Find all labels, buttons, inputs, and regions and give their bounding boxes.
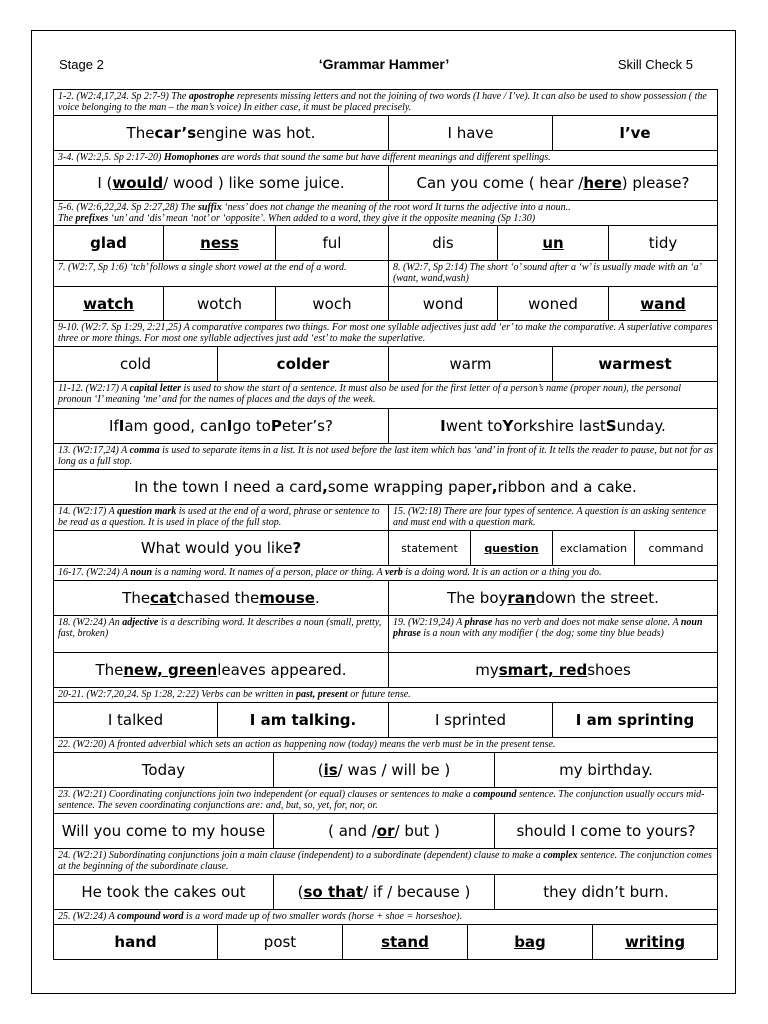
sentence-18: The new, green leaves appeared. [54,653,389,687]
answer-row-23 [54,814,718,849]
word-ful: ful [276,226,389,260]
document-title: ‘Grammar Hammer’ [318,56,450,72]
note-row-5-6 [54,201,718,226]
answer-row-16-17 [54,581,718,616]
sentence-19: my smart, red shoes [389,653,718,687]
word-stand: stand [343,925,468,959]
note-18: 18. (W2:24) An adjective is a describing word. It describes a noun (small, pretty, fast, broken) [54,616,389,652]
note-row-7-8 [54,261,718,287]
note-16-17: 16-17. (W2:24) A noun is a naming word. It names of a person, place or thing. A verb is a doing word. It is an action or a thing you do. [54,566,718,580]
word-post: post [218,925,343,959]
note-row-14-15 [54,505,718,531]
note-row-1-2 [54,90,718,116]
answer-row-22 [54,753,718,788]
word-wand: wand [609,287,718,320]
answer-row-24 [54,875,718,910]
note-row-18-19 [54,616,718,653]
note-25: 25. (W2:24) A compound word is a word made up of two smaller words (horse + shoe = horseshoe). [54,910,718,924]
note-row-24 [54,849,718,875]
word-colder: colder [218,347,389,381]
stage-label: Stage 2 [59,57,104,72]
note-row-11-12 [54,382,718,409]
word-cold: cold [54,347,218,381]
note-19: 19. (W2:19,24) A phrase has no verb and does not make sense alone. A noun phrase is a noun with any modifier ( the dog; some tiny blue beads) [389,616,718,652]
word-woned: woned [498,287,609,320]
answer-row-1-2 [54,116,718,151]
word-wond: wond [389,287,498,320]
word-dis: dis [389,226,498,260]
word-woch: woch [276,287,389,320]
note-22: 22. (W2:20) A fronted adverbial which sets an action as happening now (today) means the verb must be in the present tense. [54,738,718,752]
conjunction-choice-23: ( and / or / but ) [274,814,495,848]
answer-row-13 [54,470,718,505]
skill-check-label: Skill Check 5 [617,57,693,72]
answer-row-18-19 [54,653,718,688]
note-11-12: 11-12. (W2:17) A capital letter is used to show the start of a sentence. It must also be used for the first letter of a person’s name (proper noun), the personal pronoun ‘I’ meaning ‘me’ and for the names of places and the days of the week. [54,382,718,408]
type-exclamation: exclamation [553,531,635,565]
sentence-4: Can you come ( hear / here ) please? [389,166,718,200]
sentence-13: In the town I need a card , some wrapping paper , ribbon and a cake. [54,470,718,504]
note-row-22 [54,738,718,753]
sentence-16: The cat chased the mouse . [54,581,389,615]
grammar-sheet [53,89,718,960]
answer-row-3-4 [54,166,718,201]
sentence-1-2: The car’s engine was hot. [54,116,389,150]
type-question: question [471,531,553,565]
word-warm: warm [389,347,553,381]
clause-23-a: Will you come to my house [54,814,274,848]
answer-row-20-21 [54,703,718,738]
sentence-12: I went to Y orkshire last S unday. [389,409,718,443]
note-row-23 [54,788,718,814]
note-row-9-10 [54,321,718,347]
note-row-20-21 [54,688,718,703]
note-9-10: 9-10. (W2:7. Sp 1:29, 2:21,25) A comparative compares two things. For most one syllable adjectives just add ‘er’ to make the comparative. A superlative compares three or more things. For most one syllable adjectives just add ‘est’ to make the superlative. [54,321,718,346]
option-i-have: I have [389,116,553,150]
answer-row-9-10 [54,347,718,382]
note-5-6: 5-6. (W2:6,22,24. Sp 2:27,28) The suffix ‘ness’ does not change the meaning of the root word It turns the adjective into a noun.. The prefixes ‘un’ and ‘dis’ mean ‘not’ or ‘opposite’. When added to a word, they give it the opposite meaning (Sp 1:30) [54,201,718,225]
clause-24-b: they didn’t burn. [495,875,718,909]
word-bag: bag [468,925,593,959]
note-row-16-17 [54,566,718,581]
word-un: un [498,226,609,260]
note-20-21: 20-21. (W2:7,20,24. Sp 1:28, 2:22) Verbs can be written in past, present or future tense. [54,688,718,702]
option-ive: I’ve [553,116,718,150]
note-24: 24. (W2:21) Subordinating conjunctions join a main clause (independent) to a subordinate (dependent) clause to make a complex sentence. The conjunction comes at the beginning of the subordinate clause. [54,849,718,874]
verb-i-sprinted: I sprinted [389,703,553,737]
type-statement: statement [389,531,471,565]
answer-row-11-12 [54,409,718,444]
sentence-14: What would you like ? [54,531,389,565]
note-7: 7. (W2:7, Sp 1:6) ‘tch’ follows a single short vowel at the end of a word. [54,261,389,286]
word-glad: glad [54,226,164,260]
answer-row-14-15 [54,531,718,566]
verb-i-am-sprinting: I am sprinting [553,703,718,737]
conjunction-choice-24: ( so that / if / because ) [274,875,495,909]
note-1-2: 1-2. (W2:4,17,24. Sp 2:7-9) The apostrophe represents missing letters and not the joining of two words (I have / I’ve). It can also be used to show possession ( the voice belonging to the man – the man’s voice) In either case, it must be placed precisely. [54,90,718,115]
word-writing: writing [593,925,718,959]
word-watch: watch [54,287,164,320]
answer-row-7-8 [54,287,718,321]
sentence-17: The boy ran down the street. [389,581,718,615]
clause-23-b: should I come to yours? [495,814,718,848]
note-23: 23. (W2:21) Coordinating conjunctions join two independent (or equal) clauses or sentences to make a compound sentence. The conjunction usually occurs mid-sentence. The seven coordinating conjunctions are: and, but, so, yet, for, nor, or. [54,788,718,813]
note-13: 13. (W2:17,24) A comma is used to separate items in a list. It is not used before the last item which has ‘and’ in front of it. It tells the reader to pause, but not for as long as a full stop. [54,444,718,469]
word-hand: hand [54,925,218,959]
note-8: 8. (W2:7, Sp 2:14) The short ‘o’ sound after a ‘w’ is usually made with an ‘a’ (want, wand,wash) [389,261,718,286]
word-tidy: tidy [609,226,718,260]
verb-choice-22: ( is / was / will be ) [274,753,495,787]
word-ness: ness [164,226,276,260]
sentence-3: I ( would / wood ) like some juice. [54,166,389,200]
clause-24-a: He took the cakes out [54,875,274,909]
sentence-11: If I am good, can I go to P eter’s? [54,409,389,443]
note-row-13 [54,444,718,470]
clause-today: Today [54,753,274,787]
answer-row-5-6 [54,226,718,261]
verb-i-talked: I talked [54,703,218,737]
note-14: 14. (W2:17) A question mark is used at the end of a word, phrase or sentence to be read as a question. It is used in place of the full stop. [54,505,389,530]
answer-row-25 [54,925,718,960]
note-15: 15. (W2:18) There are four types of sentence. A question is an asking sentence and must end with a question mark. [389,505,718,530]
type-command: command [635,531,718,565]
clause-my-birthday: my birthday. [495,753,718,787]
note-row-25 [54,910,718,925]
verb-i-am-talking: I am talking. [218,703,389,737]
word-wotch: wotch [164,287,276,320]
note-3-4: 3-4. (W2:2,5. Sp 2:17-20) Homophones are words that sound the same but have different meanings and different spellings. [54,151,718,165]
word-warmest: warmest [553,347,718,381]
note-row-3-4 [54,151,718,166]
